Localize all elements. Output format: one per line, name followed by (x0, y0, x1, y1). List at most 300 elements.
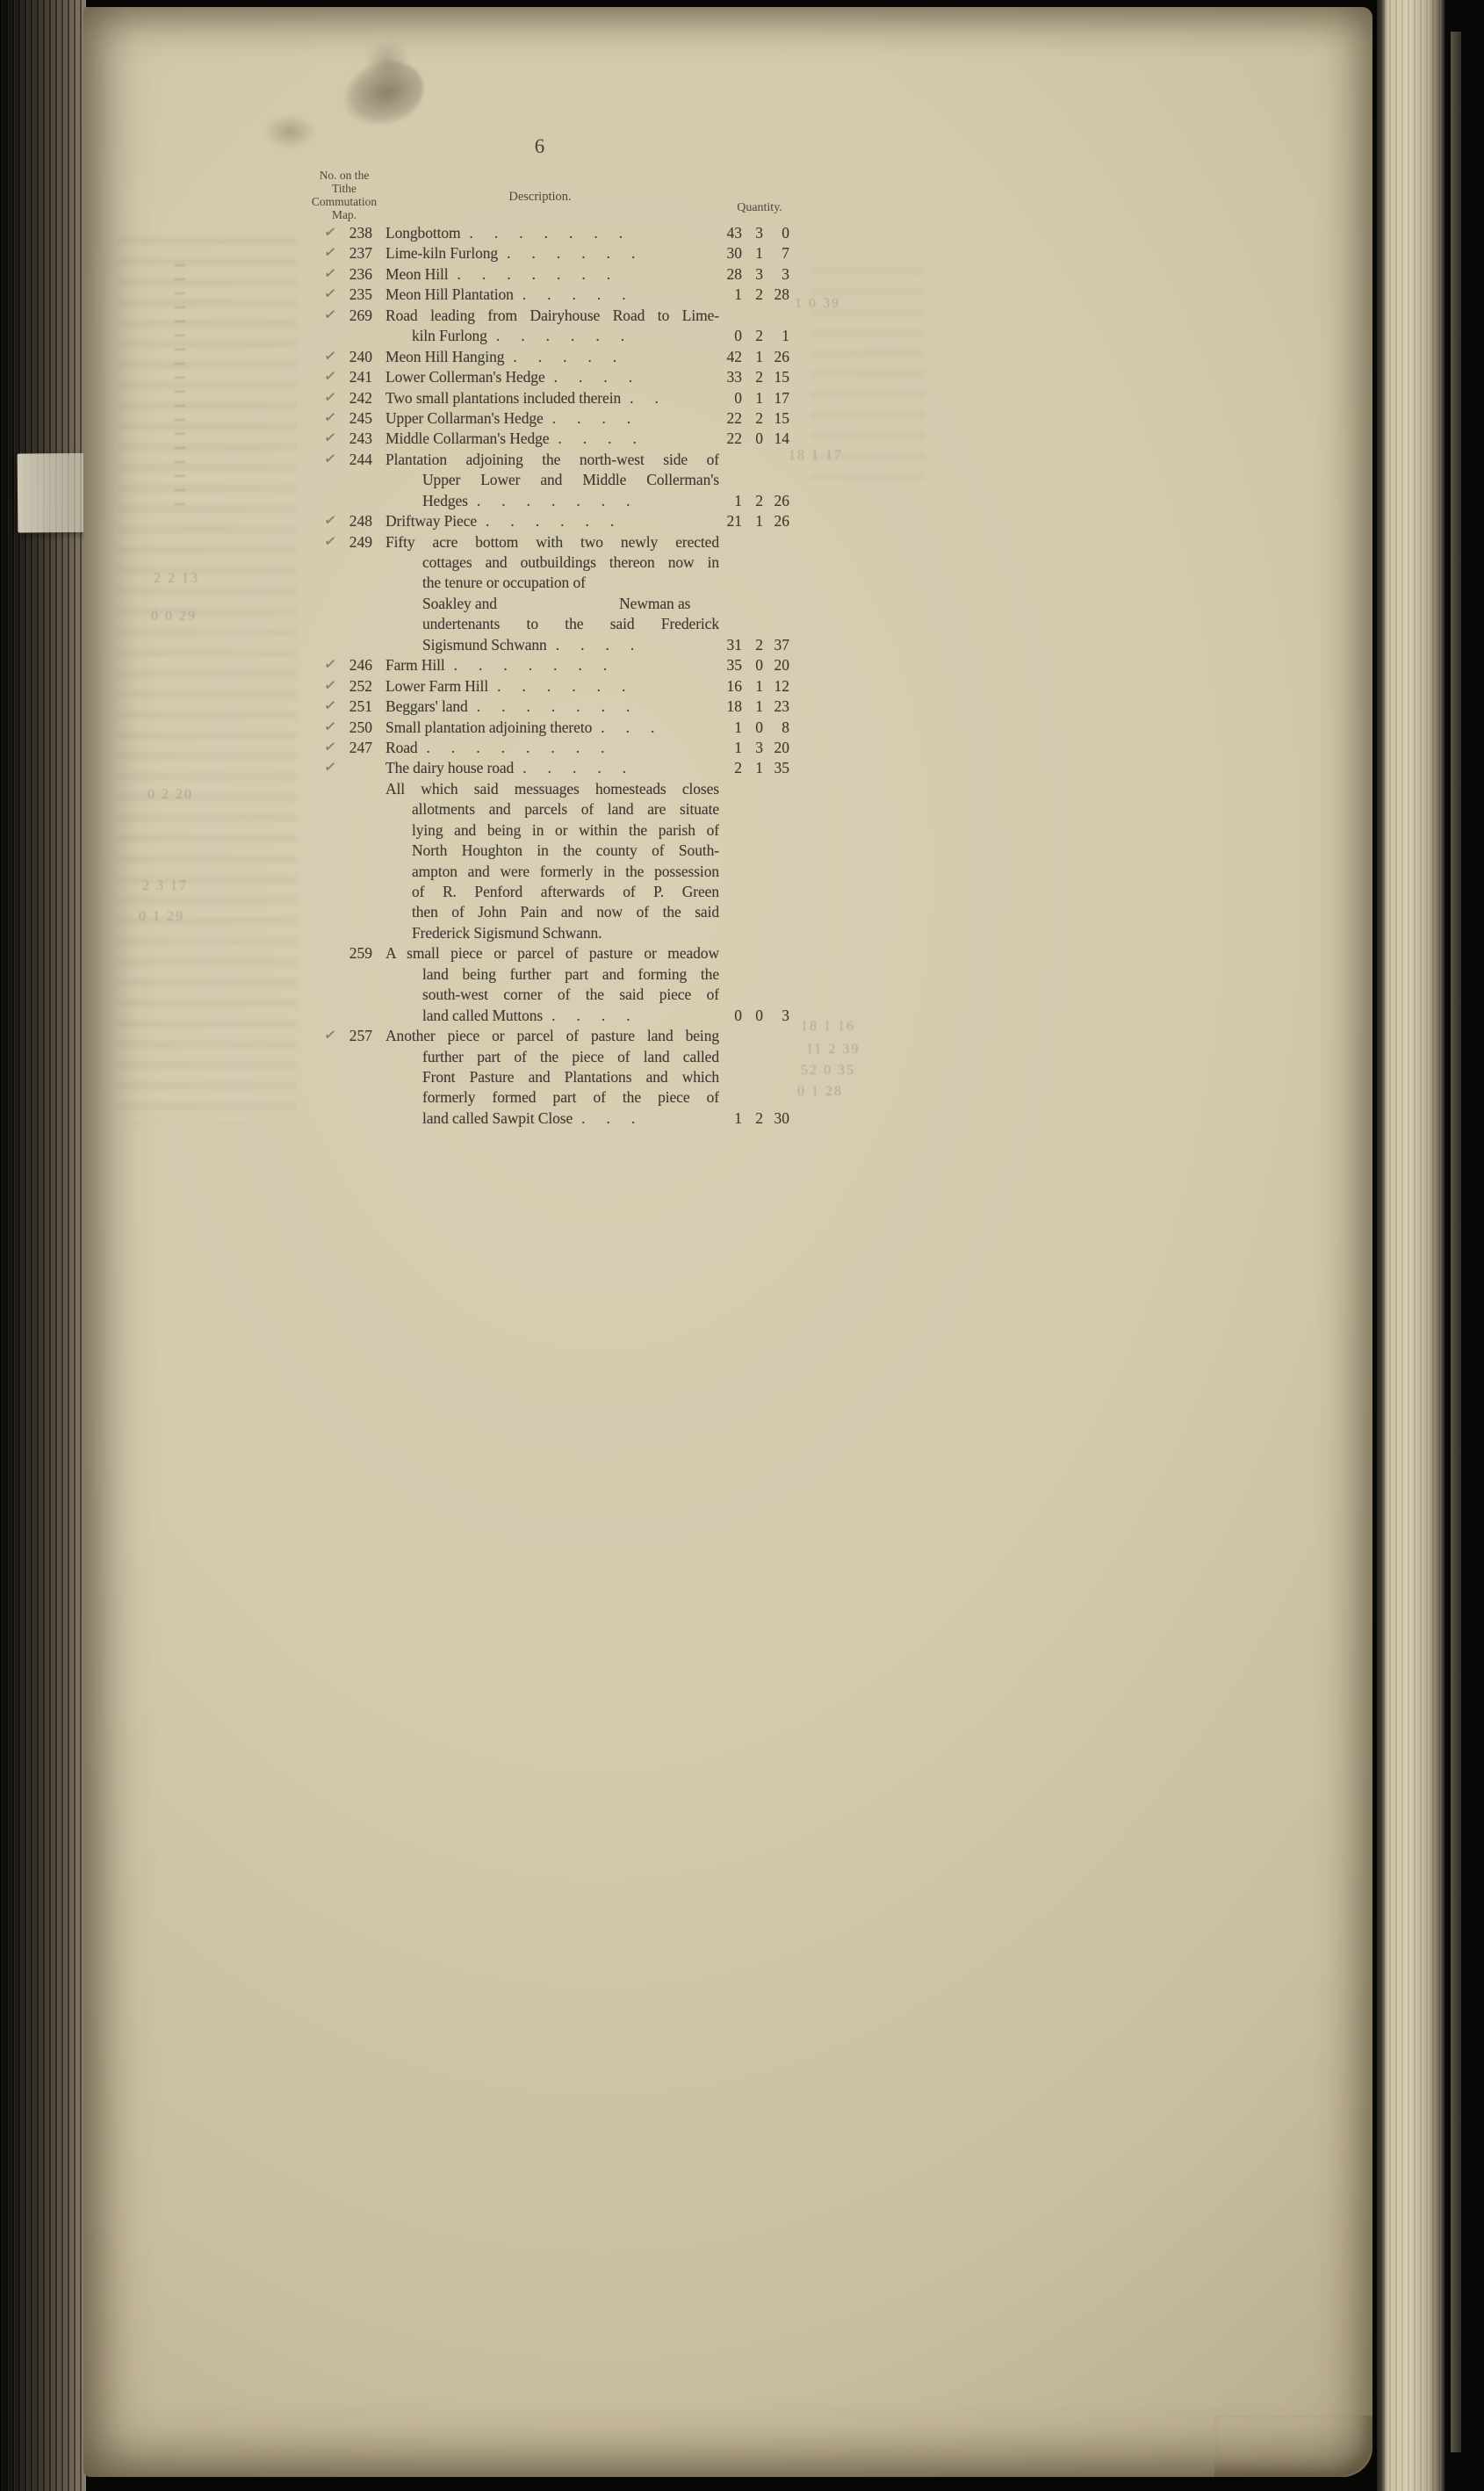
description-text: Road ........ (385, 738, 626, 756)
ink-stain (335, 51, 432, 136)
table-row (316, 1087, 790, 1108)
quantity-perches (763, 532, 789, 552)
leader-dots: ....... (476, 491, 652, 509)
pencil-check-icon: ✓ (322, 243, 338, 264)
quantity-perches: 37 (774, 635, 789, 653)
quantity-perches: 8 (782, 718, 789, 736)
quantity-perches (763, 964, 789, 985)
table-row (316, 676, 790, 697)
map-number: 251 (349, 697, 372, 716)
table-row (316, 718, 790, 738)
table-row (316, 655, 790, 675)
description-text: Hedges ....... (422, 491, 652, 509)
description-text: Lower Collerman's Hedge .... (385, 368, 654, 386)
leader-dots: .... (555, 635, 656, 653)
quantity-acres (719, 779, 742, 799)
quantity-acres (719, 820, 742, 841)
quantity-acres: 1 (734, 738, 742, 756)
leader-dots: ...... (495, 327, 646, 345)
quantity-acres: 0 (734, 327, 742, 345)
pencil-check-icon (321, 325, 341, 348)
table-row (316, 635, 790, 655)
map-number: 236 (349, 264, 372, 283)
pencil-check-icon (321, 901, 341, 924)
quantity-roods (742, 902, 763, 922)
map-number: 245 (349, 408, 372, 427)
bleedthrough-number: 0 1 28 (797, 1084, 843, 1099)
map-number: 238 (349, 224, 372, 242)
table-row (316, 1047, 790, 1067)
quantity-perches (763, 306, 789, 326)
description-text: Farm Hill ....... (385, 656, 629, 675)
pencil-check-icon (321, 963, 341, 986)
bleedthrough-number: 11 2 39 (806, 1042, 861, 1057)
quantity-roods (742, 841, 763, 861)
quantity-perches: 7 (782, 244, 789, 263)
pencil-check-icon: ✓ (322, 511, 338, 531)
quantity-perches: 3 (782, 264, 789, 283)
quantity-acres (719, 450, 742, 470)
quantity-perches: 26 (774, 491, 789, 509)
quantity-perches (763, 902, 789, 922)
leader-dots: ... (601, 718, 676, 736)
map-number: 269 (349, 306, 372, 324)
table-row (316, 594, 790, 614)
description-text: land called Sawpit Close ... (422, 1108, 657, 1127)
table-row (316, 264, 790, 285)
description-text: further part of the piece of land called (422, 1047, 719, 1065)
quantity-roods (742, 1067, 763, 1087)
quantity-roods: 1 (755, 347, 763, 365)
pencil-check-icon: ✓ (322, 717, 338, 737)
pencil-check-icon: ✓ (322, 737, 338, 757)
table-row (316, 799, 790, 820)
quantity-acres: 35 (726, 656, 742, 675)
column-header-description: Description. (508, 190, 572, 204)
quantity-acres: 18 (726, 697, 742, 716)
pencil-check-icon (321, 1004, 341, 1027)
table-row (316, 697, 790, 717)
quantity-perches (763, 1026, 789, 1046)
quantity-perches: 1 (782, 327, 789, 345)
quantity-roods: 1 (755, 388, 763, 407)
quantity-perches (763, 862, 789, 882)
next-page-edge (1377, 0, 1445, 2491)
quantity-acres (719, 573, 742, 593)
quantity-perches: 20 (774, 738, 789, 756)
pencil-check-icon (321, 984, 341, 1007)
quantity-perches (763, 985, 789, 1005)
pencil-check-icon (321, 469, 341, 492)
map-number: 250 (349, 718, 372, 736)
leader-dots: .... (553, 368, 654, 386)
table-row (316, 306, 790, 326)
quantity-roods: 0 (755, 1006, 763, 1024)
quantity-acres: 33 (726, 368, 742, 386)
leader-dots: ....... (453, 656, 629, 675)
pencil-check-icon: ✓ (322, 408, 338, 428)
quantity-acres (719, 470, 742, 490)
quantity-acres (719, 799, 742, 820)
pencil-check-icon (321, 840, 341, 863)
pencil-check-icon: ✓ (322, 222, 338, 242)
quantity-perches (763, 820, 789, 841)
quantity-roods (742, 450, 763, 470)
quantity-roods (742, 779, 763, 799)
description-text: Upper Lower and Middle Collerman's (422, 471, 719, 489)
quantity-perches: 26 (774, 512, 789, 531)
quantity-acres: 42 (726, 347, 742, 365)
quantity-perches (763, 594, 789, 614)
bleedthrough-number: 0 1 29 (139, 909, 184, 924)
quantity-acres (719, 882, 742, 902)
quantity-perches: 15 (774, 408, 789, 427)
map-number: 235 (349, 285, 372, 304)
quantity-acres (719, 985, 742, 1005)
description-text: Small plantation adjoining thereto ... (385, 718, 676, 736)
quantity-roods (742, 594, 763, 614)
quantity-roods: 3 (755, 738, 763, 756)
leader-dots: ...... (486, 512, 636, 531)
description-text: Road leading from Dairyhouse Road to Lime- (385, 306, 719, 324)
leader-dots: .... (558, 430, 658, 448)
pencil-check-icon: ✓ (322, 346, 338, 366)
table-row (316, 902, 790, 922)
smudge-stain (263, 114, 316, 149)
table-row (316, 408, 790, 429)
fingerprint-stain (364, 40, 410, 81)
map-number: 244 (349, 450, 372, 468)
quantity-perches: 23 (774, 697, 789, 716)
quantity-roods (742, 799, 763, 820)
table-row (316, 367, 790, 387)
table-row (316, 820, 790, 841)
pencil-check-icon: ✓ (322, 1026, 338, 1045)
description-text: North Houghton in the county of South- (412, 841, 719, 860)
quantity-roods (742, 573, 763, 593)
quantity-acres: 1 (734, 1108, 742, 1127)
quantity-acres (719, 594, 742, 614)
description-text: Fifty acre bottom with two newly erected (385, 532, 719, 551)
quantity-roods: 2 (755, 635, 763, 653)
map-number: 247 (349, 738, 372, 756)
pencil-check-icon (321, 1087, 341, 1109)
bleedthrough-number: 18 1 17 (789, 448, 843, 463)
table-row (316, 450, 790, 470)
quantity-perches (763, 614, 789, 634)
map-number: 252 (349, 676, 372, 695)
leader-dots: ... (581, 1108, 657, 1127)
description-text: Meon Hill Hanging ..... (385, 347, 638, 365)
quantity-perches: 17 (774, 388, 789, 407)
quantity-acres: 28 (726, 264, 742, 283)
quantity-perches: 20 (774, 656, 789, 675)
bleedthrough-number: 18 1 16 (801, 1019, 855, 1034)
table-row (316, 285, 790, 305)
quantity-roods (742, 470, 763, 490)
quantity-acres: 16 (726, 676, 742, 695)
bleedthrough-number: 2 3 17 (142, 878, 188, 893)
quantity-acres: 31 (726, 635, 742, 653)
quantity-acres (719, 1047, 742, 1067)
quantity-acres (719, 902, 742, 922)
pencil-check-icon: ✓ (322, 449, 338, 469)
description-text: Meon Hill Plantation ..... (385, 285, 647, 304)
quantity-roods: 0 (755, 430, 763, 448)
quantity-perches: 14 (774, 430, 789, 448)
far-page-edge (1451, 32, 1461, 2452)
table-row (316, 738, 790, 758)
quantity-acres (719, 306, 742, 326)
table-row (316, 779, 790, 799)
quantity-perches (763, 841, 789, 861)
description-text: The dairy house road ..... (385, 759, 648, 777)
quantity-perches (763, 1067, 789, 1087)
description-text: undertenants to the said Frederick (422, 615, 719, 633)
pencil-check-icon (321, 1107, 341, 1130)
quantity-roods (742, 943, 763, 964)
description-text: Beggars' land ....... (385, 697, 652, 716)
table-row (316, 326, 790, 346)
description-text: All which said messuages homesteads closes (385, 779, 719, 798)
description-text: allotments and parcels of land are situate (412, 800, 719, 819)
page-curl (1214, 2415, 1372, 2477)
quantity-roods: 3 (755, 224, 763, 242)
description-text: the tenure or occupation of (422, 574, 586, 592)
quantity-roods (742, 1087, 763, 1108)
description-text: Meon Hill ....... (385, 264, 632, 283)
quantity-acres (719, 1067, 742, 1087)
pencil-check-icon (321, 1066, 341, 1089)
pencil-check-icon: ✓ (322, 387, 338, 408)
quantity-perches (763, 1047, 789, 1067)
leader-dots: ........ (426, 738, 626, 756)
table-row (316, 1026, 790, 1046)
quantity-perches (763, 779, 789, 799)
table-row (316, 347, 790, 367)
pencil-check-icon: ✓ (322, 429, 338, 449)
quantity-perches: 3 (782, 1006, 789, 1024)
description-text: lying and being in or within the parish of (412, 820, 719, 839)
leader-dots: .... (551, 1006, 652, 1024)
map-number: 259 (349, 944, 372, 963)
quantity-acres (719, 552, 742, 573)
leader-dots: ..... (522, 759, 648, 777)
description-text: ampton and were formerly in the possession (412, 862, 719, 880)
fold-mark (175, 258, 185, 513)
pencil-check-icon: ✓ (322, 264, 338, 284)
page-number: 6 (534, 135, 546, 157)
table-row (316, 573, 790, 593)
map-number: 257 (349, 1027, 372, 1045)
description-text: Frederick Sigismund Schwann. (412, 923, 602, 942)
table-row (316, 841, 790, 861)
quantity-acres: 30 (726, 244, 742, 263)
column-header-map-number-line: Commutation (311, 195, 378, 208)
quantity-roods: 0 (755, 656, 763, 675)
quantity-roods: 2 (755, 408, 763, 427)
quantity-roods (742, 985, 763, 1005)
quantity-roods: 1 (755, 759, 763, 777)
description-text: Soakley and Newman as (422, 594, 691, 612)
bleedthrough-number: 0 0 29 (151, 609, 197, 624)
map-number: 242 (349, 388, 372, 407)
quantity-perches (763, 923, 789, 943)
quantity-perches (763, 943, 789, 964)
column-header-map-number (278, 169, 410, 221)
quantity-roods: 1 (755, 676, 763, 695)
quantity-roods: 2 (755, 1108, 763, 1127)
quantity-acres: 1 (734, 491, 742, 509)
map-number: 241 (349, 368, 372, 386)
table-row (316, 985, 790, 1005)
entries (316, 223, 790, 1129)
quantity-roods: 1 (755, 697, 763, 716)
leader-dots: ....... (457, 264, 632, 283)
quantity-perches (763, 450, 789, 470)
table-row (316, 470, 790, 490)
table-row (316, 552, 790, 573)
map-number: 237 (349, 244, 372, 263)
leader-dots: ..... (513, 347, 638, 365)
quantity-acres: 1 (734, 285, 742, 304)
table-row (316, 243, 790, 264)
quantity-roods (742, 882, 763, 902)
description-text: Sigismund Schwann .... (422, 635, 656, 653)
quantity-acres: 43 (726, 224, 742, 242)
description-text: A small piece or parcel of pasture or meadow (385, 944, 719, 963)
description-text: Middle Collarman's Hedge .... (385, 430, 658, 448)
description-text: Two small plantations included therein .. (385, 388, 680, 407)
pencil-check-icon (321, 489, 341, 512)
pencil-check-icon: ✓ (322, 758, 338, 778)
description-text: Driftway Piece ...... (385, 512, 636, 531)
quantity-acres: 22 (726, 408, 742, 427)
quantity-acres (719, 841, 742, 861)
quantity-perches: 15 (774, 368, 789, 386)
quantity-acres (719, 923, 742, 943)
column-header-map-number-line: No. on the (319, 169, 370, 182)
table-row (316, 923, 790, 943)
quantity-perches: 26 (774, 347, 789, 365)
pencil-check-icon: ✓ (322, 697, 338, 716)
pencil-check-icon: ✓ (322, 531, 338, 552)
quantity-acres: 0 (734, 1006, 742, 1024)
leader-dots: ...... (507, 244, 657, 263)
leader-dots: ...... (497, 676, 647, 695)
leader-dots: ..... (522, 285, 647, 304)
pencil-check-icon (321, 921, 341, 944)
bleedthrough-left (117, 237, 297, 1124)
pencil-check-icon (321, 613, 341, 636)
quantity-perches: 28 (774, 285, 789, 304)
quantity-perches: 0 (782, 224, 789, 242)
quantity-perches (763, 552, 789, 573)
quantity-acres: 1 (734, 718, 742, 736)
map-number: 246 (349, 656, 372, 675)
pencil-check-icon (321, 572, 341, 595)
quantity-acres (719, 943, 742, 964)
quantity-acres: 21 (726, 512, 742, 531)
map-number: 248 (349, 512, 372, 531)
quantity-acres (719, 964, 742, 985)
table-row (316, 614, 790, 634)
description-text: formerly formed part of the piece of (422, 1088, 719, 1107)
pencil-check-icon (321, 592, 341, 615)
description-text: Plantation adjoining the north-west side of (385, 450, 719, 468)
table-row (316, 388, 790, 408)
quantity-roods: 1 (755, 244, 763, 263)
pencil-check-icon (321, 798, 341, 821)
table-row (316, 882, 790, 902)
pencil-check-icon (321, 633, 341, 656)
pencil-check-icon: ✓ (322, 367, 338, 386)
quantity-roods: 1 (755, 512, 763, 531)
description-text: Another piece or parcel of pasture land being (385, 1027, 719, 1045)
quantity-acres (719, 1087, 742, 1108)
quantity-roods (742, 1047, 763, 1067)
quantity-roods (742, 820, 763, 841)
table-row (316, 1006, 790, 1026)
column-header-map-number-line: Tithe (331, 182, 357, 195)
quantity-roods (742, 964, 763, 985)
description-text: kiln Furlong ...... (412, 327, 646, 345)
pencil-check-icon: ✓ (322, 655, 338, 675)
table-row (316, 491, 790, 511)
quantity-perches (763, 882, 789, 902)
description-text: of R. Penford afterwards of P. Green (412, 883, 719, 900)
leader-dots: ....... (476, 697, 652, 716)
quantity-perches (763, 573, 789, 593)
map-number: 249 (349, 532, 372, 551)
pencil-check-icon: ✓ (322, 285, 338, 305)
bleedthrough-number: 1 0 39 (795, 296, 840, 311)
quantity-roods (742, 532, 763, 552)
description-text: Lower Farm Hill ...... (385, 676, 647, 695)
quantity-acres (719, 614, 742, 634)
quantity-acres (719, 862, 742, 882)
quantity-roods: 2 (755, 327, 763, 345)
quantity-roods: 2 (755, 491, 763, 509)
quantity-perches (763, 799, 789, 820)
quantity-roods (742, 306, 763, 326)
description-text: Upper Collarman's Hedge .... (385, 408, 652, 427)
document-page (83, 7, 1372, 2477)
bleedthrough-number: 52 0 35 (801, 1063, 855, 1078)
pencil-check-icon (321, 1045, 341, 1068)
quantity-roods: 0 (755, 718, 763, 736)
quantity-roods (742, 1026, 763, 1046)
pencil-check-icon (321, 942, 341, 965)
map-number: 243 (349, 430, 372, 448)
table-row (316, 511, 790, 531)
pencil-check-icon: ✓ (322, 675, 338, 696)
description-text: land called Muttons .... (422, 1006, 652, 1024)
description-text: then of John Pain and now of the said (412, 903, 719, 921)
description-text: Longbottom ....... (385, 224, 645, 242)
table-row (316, 223, 790, 243)
table-row (316, 862, 790, 882)
quantity-roods (742, 614, 763, 634)
quantity-acres: 22 (726, 430, 742, 448)
description-text: south-west corner of the said piece of (422, 986, 719, 1004)
description-text: cottages and outbuildings thereon now in (422, 553, 719, 571)
bleedthrough-number: 0 2 20 (148, 787, 193, 802)
book-binding (0, 0, 86, 2491)
quantity-roods: 3 (755, 264, 763, 283)
quantity-perches (763, 1087, 789, 1108)
bleedthrough-number: 2 2 13 (154, 571, 199, 586)
